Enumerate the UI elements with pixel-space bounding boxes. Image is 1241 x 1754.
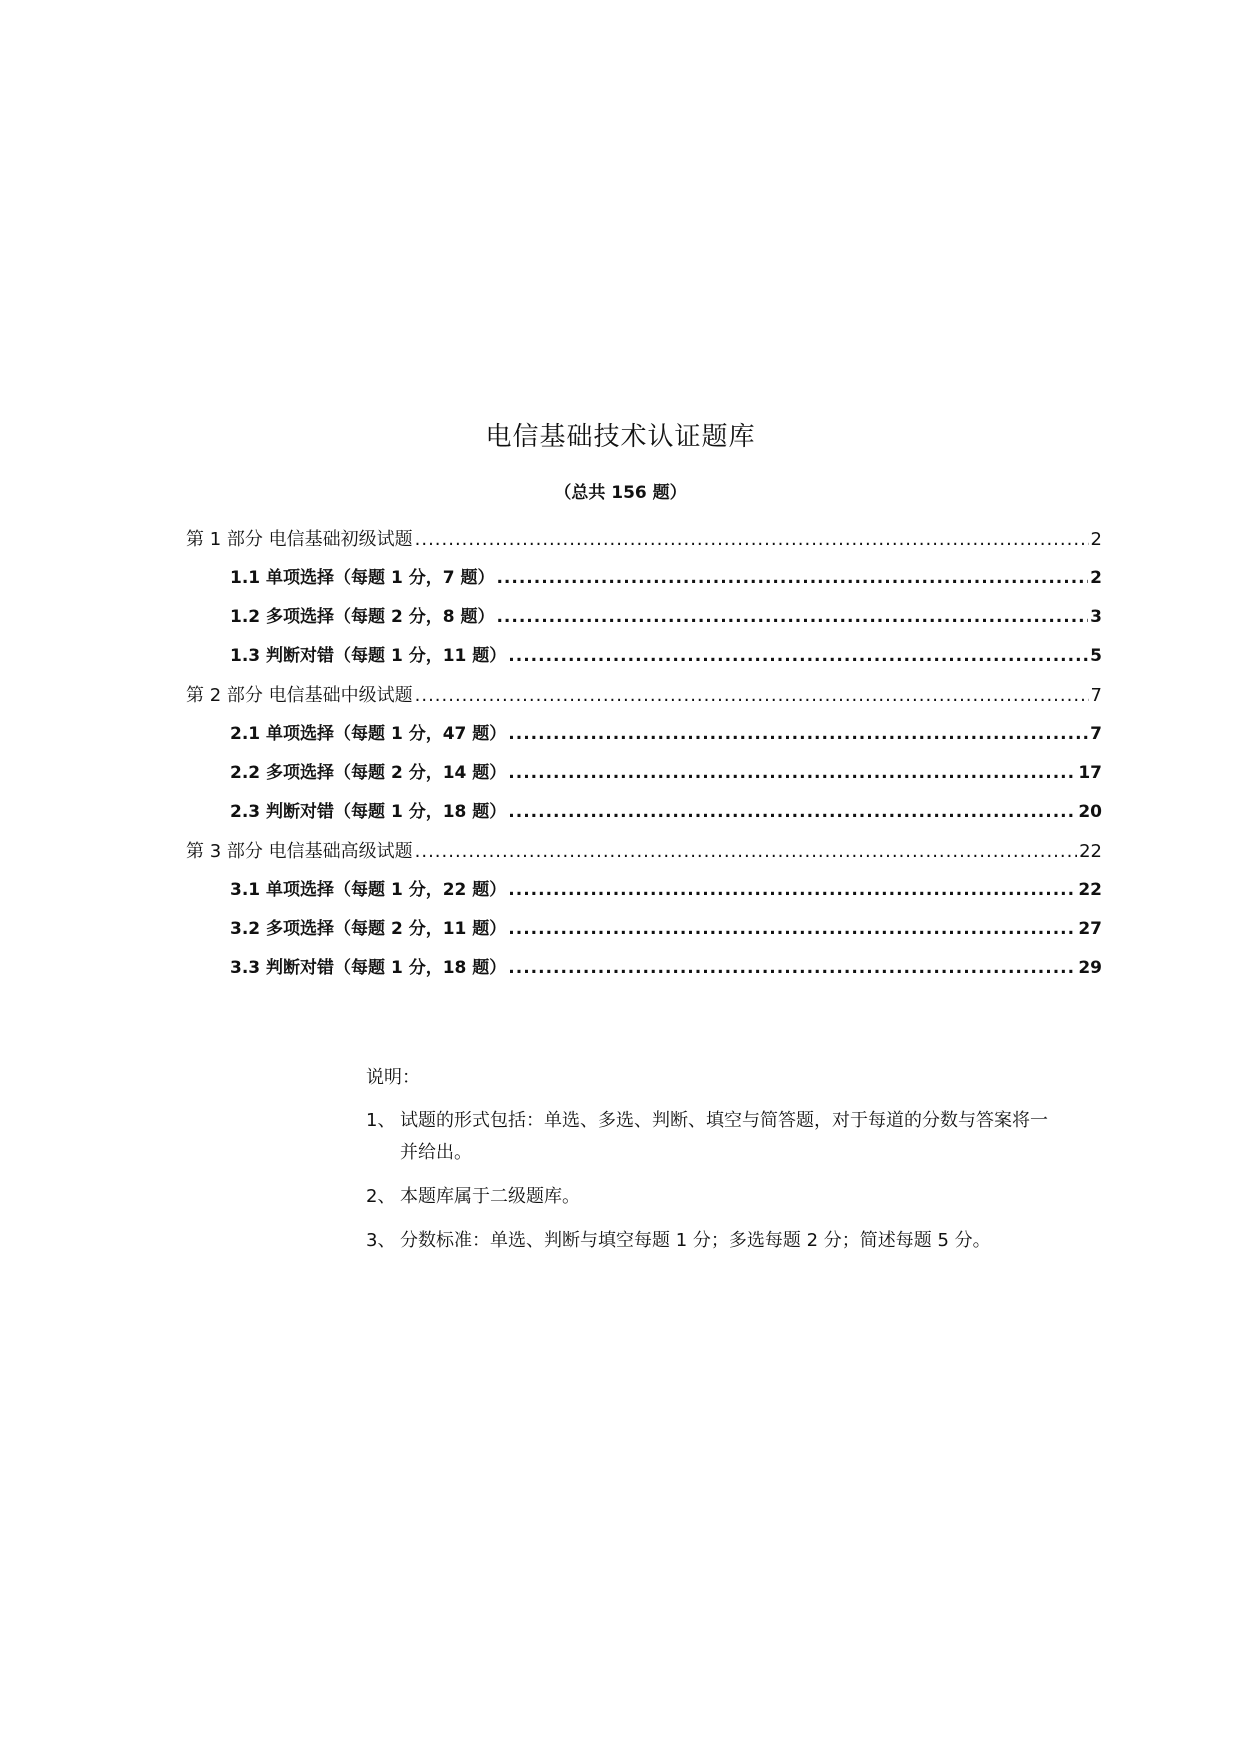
- toc-leader-dots: [508, 754, 1076, 793]
- toc-label: 第 3 部分 电信基础高级试题: [186, 841, 413, 862]
- toc-leader-dots: [508, 637, 1088, 676]
- toc-page-number: 17: [1078, 763, 1102, 783]
- toc-section-2-2[interactable]: [186, 754, 1102, 793]
- toc-section-2-3[interactable]: [186, 793, 1102, 832]
- toc-page-number: 2: [1090, 529, 1102, 550]
- document-title: 电信基础技术认证题库: [485, 422, 756, 452]
- toc-page-number: 27: [1078, 919, 1102, 939]
- toc-label: 1.2 多项选择（每题 2 分，8 题）: [230, 607, 495, 627]
- toc-label: 2.1 单项选择（每题 1 分，47 题）: [230, 724, 507, 744]
- toc-page-number: 29: [1078, 958, 1102, 978]
- toc-label: 第 2 部分 电信基础中级试题: [186, 685, 413, 706]
- toc-section-1-2[interactable]: [186, 598, 1102, 637]
- notes-section: [366, 1063, 1056, 1269]
- toc-page-number: 2: [1090, 568, 1102, 588]
- note-item: [366, 1225, 1056, 1257]
- toc-label: 2.3 判断对错（每题 1 分，18 题）: [230, 802, 507, 822]
- note-text: 试题的形式包括：单选、多选、判断、填空与简答题，对于每道的分数与答案将一并给出。: [400, 1110, 1048, 1163]
- toc-label: 1.3 判断对错（每题 1 分，11 题）: [230, 646, 507, 666]
- note-item: [366, 1181, 1056, 1213]
- toc-label: 3.2 多项选择（每题 2 分，11 题）: [230, 919, 507, 939]
- note-number: 2、: [366, 1186, 396, 1207]
- toc-label: 2.2 多项选择（每题 2 分，14 题）: [230, 763, 507, 783]
- toc-leader-dots: [496, 559, 1088, 598]
- note-number: 1、: [366, 1110, 396, 1131]
- table-of-contents: [186, 520, 1102, 988]
- toc-section-3-3[interactable]: [186, 949, 1102, 988]
- toc-leader-dots: [508, 715, 1088, 754]
- toc-leader-dots: [415, 520, 1089, 559]
- toc-part-3[interactable]: [186, 832, 1102, 871]
- toc-page-number: 7: [1090, 724, 1102, 744]
- toc-leader-dots: [415, 832, 1077, 871]
- toc-leader-dots: [508, 910, 1076, 949]
- toc-leader-dots: [508, 793, 1076, 832]
- toc-label: 1.1 单项选择（每题 1 分，7 题）: [230, 568, 495, 588]
- toc-page-number: 7: [1090, 685, 1102, 706]
- note-text: 分数标准：单选、判断与填空每题 1 分；多选每题 2 分；简述每题 5 分。: [400, 1230, 991, 1251]
- toc-page-number: 5: [1090, 646, 1102, 666]
- toc-leader-dots: [508, 871, 1076, 910]
- toc-label: 第 1 部分 电信基础初级试题: [186, 529, 413, 550]
- toc-part-1[interactable]: [186, 520, 1102, 559]
- toc-leader-dots: [508, 949, 1076, 988]
- note-item: [366, 1105, 1056, 1169]
- document-subtitle: （总共 156 题）: [554, 483, 687, 503]
- toc-leader-dots: [415, 676, 1089, 715]
- toc-section-3-1[interactable]: [186, 871, 1102, 910]
- notes-heading: 说明：: [366, 1067, 420, 1088]
- toc-section-1-1[interactable]: [186, 559, 1102, 598]
- toc-page-number: 20: [1078, 802, 1102, 822]
- toc-page-number: 3: [1090, 607, 1102, 627]
- note-text: 本题库属于二级题库。: [400, 1186, 580, 1207]
- toc-section-3-2[interactable]: [186, 910, 1102, 949]
- toc-section-2-1[interactable]: [186, 715, 1102, 754]
- toc-label: 3.1 单项选择（每题 1 分，22 题）: [230, 880, 507, 900]
- toc-label: 3.3 判断对错（每题 1 分，18 题）: [230, 958, 507, 978]
- toc-page-number: 22: [1078, 880, 1102, 900]
- note-number: 3、: [366, 1230, 396, 1251]
- toc-part-2[interactable]: [186, 676, 1102, 715]
- toc-section-1-3[interactable]: [186, 637, 1102, 676]
- toc-leader-dots: [496, 598, 1088, 637]
- toc-page-number: 22: [1079, 841, 1102, 862]
